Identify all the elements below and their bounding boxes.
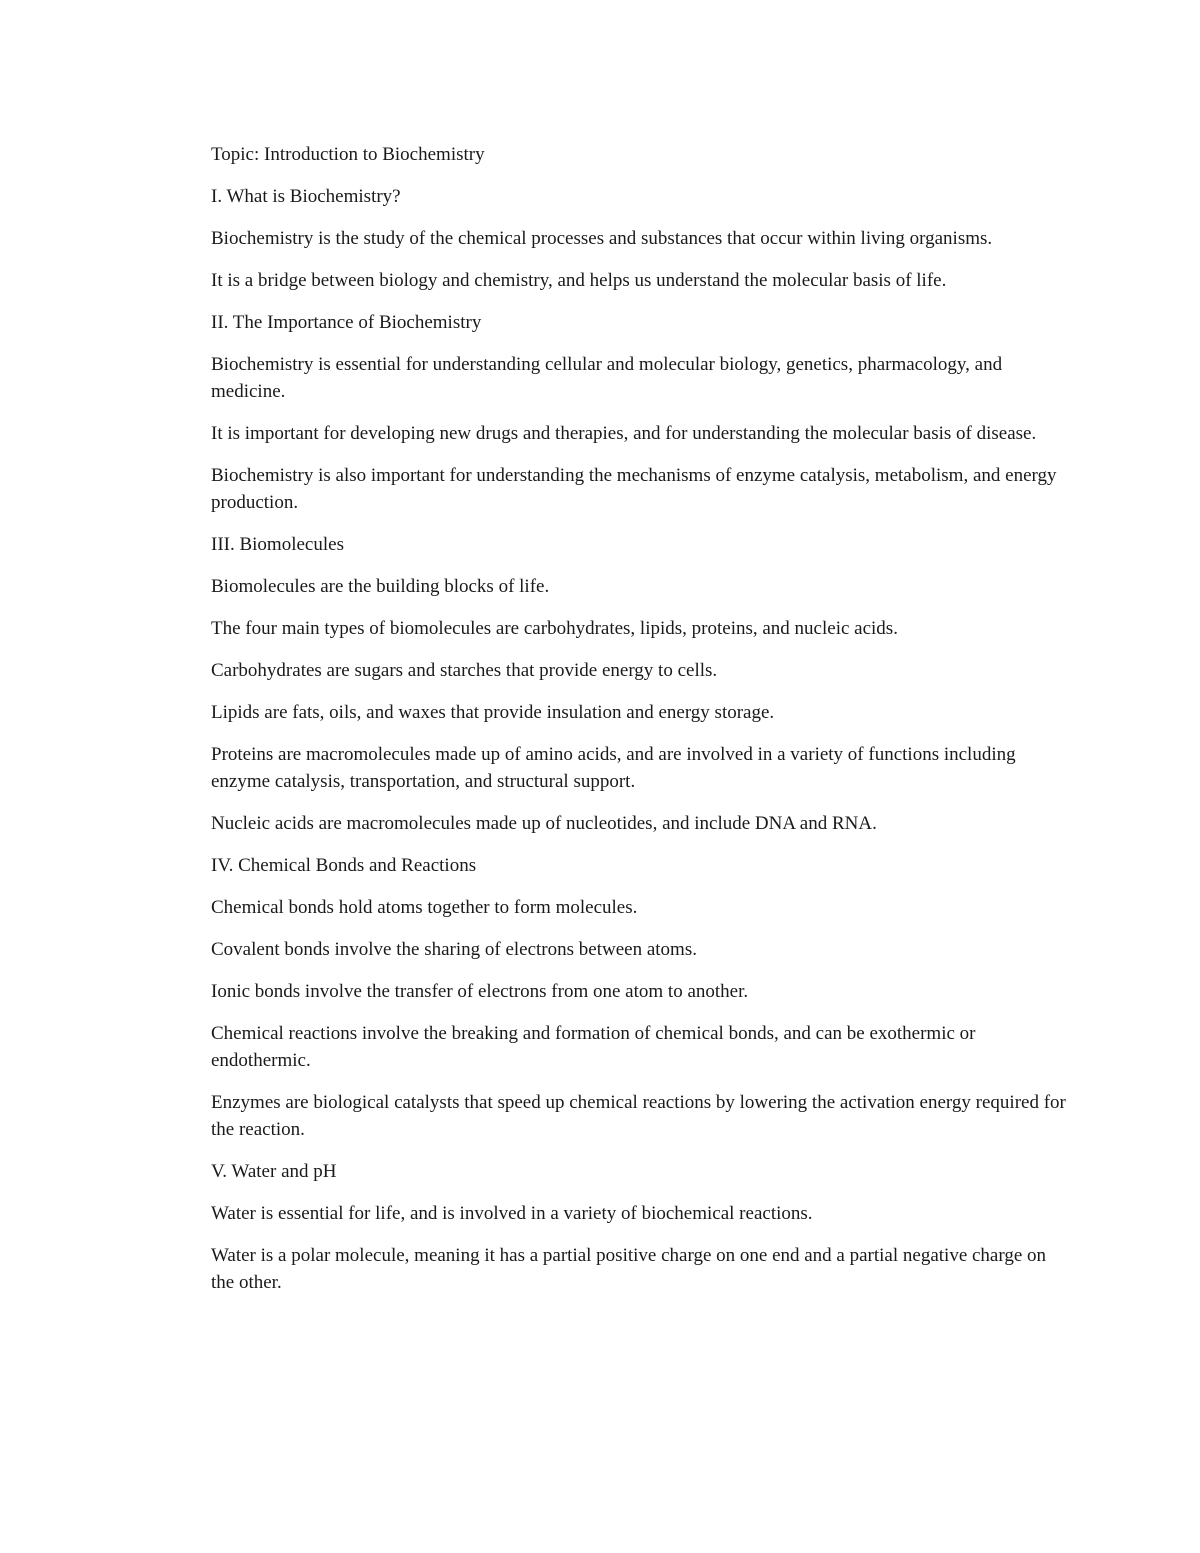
paragraph: Water is essential for life, and is involved in a variety of biochemical reactions.	[211, 1203, 813, 1224]
paragraph: Ionic bonds involve the transfer of electrons from one atom to another.	[211, 981, 749, 1002]
section-heading-chemical-bonds: IV. Chemical Bonds and Reactions	[211, 855, 477, 876]
paragraph: Water is a polar molecule, meaning it has a partial positive charge on one end and a partial negative charge on the other.	[211, 1245, 1047, 1293]
paragraph: The four main types of biomolecules are carbohydrates, lipids, proteins, and nucleic acids.	[211, 618, 898, 639]
document-topic-title: Topic: Introduction to Biochemistry	[211, 144, 485, 165]
section-heading-importance: II. The Importance of Biochemistry	[211, 312, 482, 333]
paragraph: Biochemistry is the study of the chemical processes and substances that occur within living organisms.	[211, 228, 993, 249]
paragraph: Nucleic acids are macromolecules made up of nucleotides, and include DNA and RNA.	[211, 813, 877, 834]
paragraph: It is a bridge between biology and chemistry, and helps us understand the molecular basis of life.	[211, 270, 947, 291]
section-heading-biomolecules: III. Biomolecules	[211, 534, 344, 555]
document-body	[211, 141, 1071, 1311]
paragraph: Chemical bonds hold atoms together to form molecules.	[211, 897, 638, 918]
paragraph: Enzymes are biological catalysts that speed up chemical reactions by lowering the activation energy required for the reaction.	[211, 1092, 1066, 1140]
paragraph: Chemical reactions involve the breaking and formation of chemical bonds, and can be exothermic or endothermic.	[211, 1023, 976, 1071]
paragraph: Proteins are macromolecules made up of amino acids, and are involved in a variety of functions including enzyme catalysis, transportation, and structural support.	[211, 744, 1016, 792]
paragraph: Biochemistry is also important for understanding the mechanisms of enzyme catalysis, metabolism, and energy production.	[211, 465, 1057, 513]
paragraph: Covalent bonds involve the sharing of electrons between atoms.	[211, 939, 697, 960]
section-heading-what-is-biochemistry: I. What is Biochemistry?	[211, 186, 401, 207]
paragraph: Carbohydrates are sugars and starches that provide energy to cells.	[211, 660, 718, 681]
section-heading-water-and-ph: V. Water and pH	[211, 1161, 337, 1182]
paragraph: Biomolecules are the building blocks of life.	[211, 576, 550, 597]
paragraph: Lipids are fats, oils, and waxes that provide insulation and energy storage.	[211, 702, 775, 723]
paragraph: It is important for developing new drugs and therapies, and for understanding the molecular basis of disease.	[211, 423, 1037, 444]
paragraph: Biochemistry is essential for understanding cellular and molecular biology, genetics, pharmacology, and medicine.	[211, 354, 1003, 402]
